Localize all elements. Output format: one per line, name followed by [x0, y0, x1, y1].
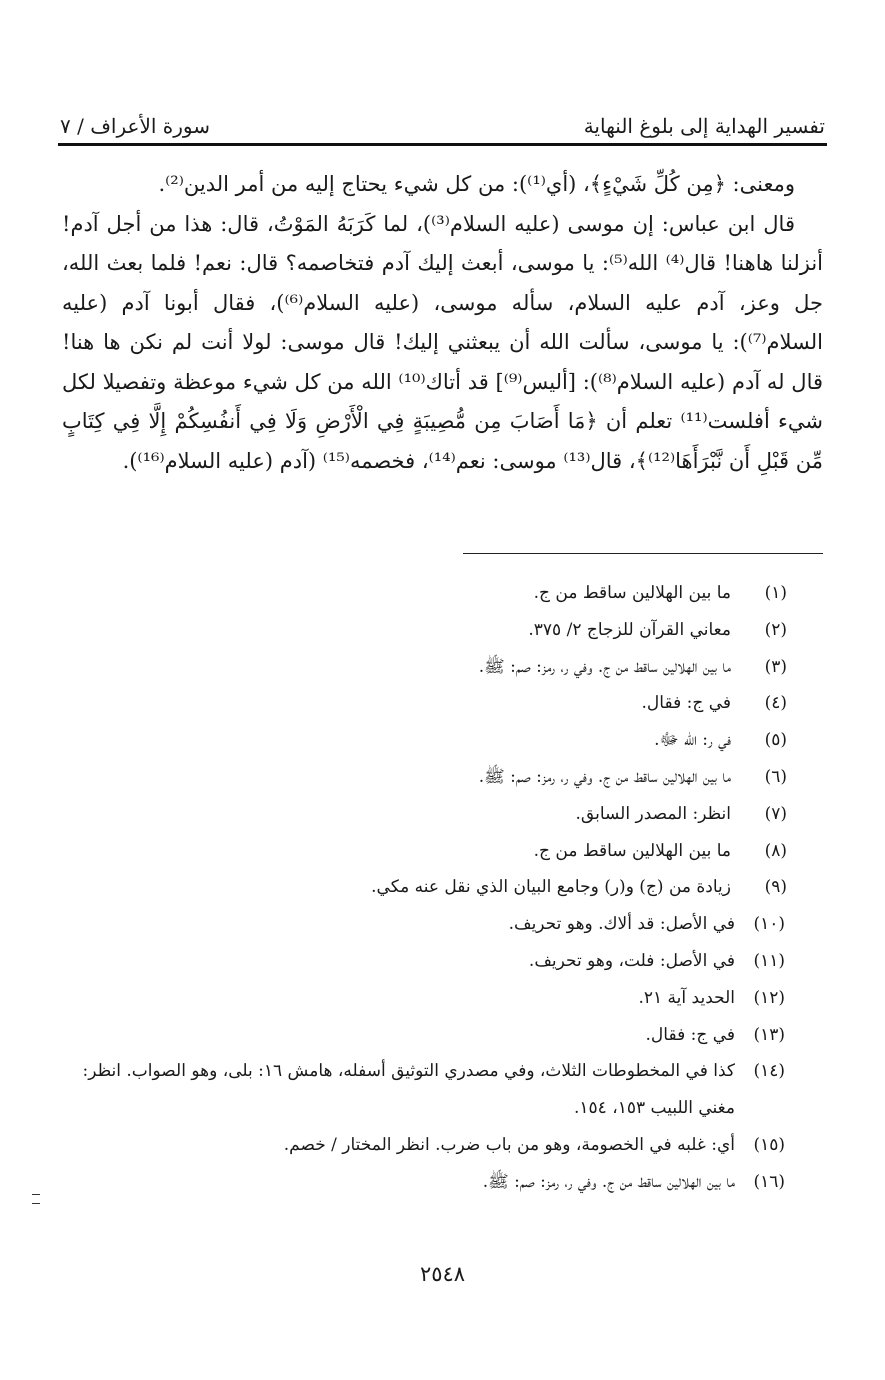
footnote-item: [62, 685, 823, 722]
footnote-number: (١٠): [753, 914, 785, 935]
footnote-item: [62, 612, 823, 649]
footnote-text: زيادة من (ج) و(ر) وجامع البيان الذي نقل عنه مكي.: [371, 877, 731, 898]
footnote-number: (١): [764, 583, 787, 603]
footnote-number: (٥): [764, 730, 787, 751]
footnote-text: في ج: فقال.: [641, 693, 731, 714]
footnote-text: معاني القرآن للزجاج ٢/ ٣٧٥.: [528, 619, 731, 640]
footnote-item: [62, 759, 823, 796]
footnote-item: [62, 943, 823, 980]
footnote-separator: [463, 553, 823, 554]
footnote-number: (١٢): [753, 987, 785, 1008]
footnote-item: [62, 980, 823, 1017]
footnote-text: في ج: فقال.: [645, 1024, 735, 1045]
footnote-item: [62, 575, 823, 612]
footnote-item: [62, 1017, 823, 1054]
footnotes: [62, 575, 823, 1201]
footnote-text: كذا في المخطوطات الثلاث، وفي مصدري التوثيق أسفله، هامش ١٦: بلى، وهو الصواب. انظر: مغني اللبيب ١٥٣، ١٥٤.: [82, 1061, 735, 1119]
footnote-item: [62, 796, 823, 833]
footnote-number: (٩): [764, 877, 787, 898]
footnote-item: [62, 869, 823, 906]
paragraph: ومعنى: ﴿مِن كُلِّ شَيْءٍ﴾، (أي⁽¹⁾): من كل شيء يحتاج إليه من أمر الدين⁽²⁾.: [158, 172, 795, 196]
footnote-text: الحديد آية ٢١.: [638, 987, 735, 1008]
footnote-text: انظر: المصدر السابق.: [575, 803, 731, 824]
footnote-text: ما بين الهلالين ساقط من ج. وفي ر، رمز: صم: ﷺ.: [482, 1171, 735, 1192]
footnote-number: (٤): [764, 693, 787, 714]
footnote-number: (١٥): [753, 1134, 785, 1155]
paragraph: قال ابن عباس: إن موسى (عليه السلام⁽³⁾)، لما كَرَبَهُ المَوْتُ، قال: هذا من أجل آدم! أنزلنا هاهنا! قال⁽⁴⁾ الله⁽⁵⁾: يا موسى، أبعث إليك آدم فتخاصمه؟ قال: نعم! فلما بعث الله، جل وعز، آدم عليه السلام، سأله موسى، (عليه السلام⁽⁶⁾)، فقال أبونا آدم (عليه السلام⁽⁷⁾): يا موسى، سألت الله أن يبعثني إليك! قال موسى: لولا أنت لم نكن ها هنا! قال له آدم (عليه السلام⁽⁸⁾): [أليس⁽⁹⁾] قد أتاك⁽¹⁰⁾ الله من كل شيء موعظة وتفصيلا لكل شيء أفلست⁽¹¹⁾ تعلم أن ﴿مَا أَصَابَ مِن مُّصِيبَةٍ فِي الْأَرْضِ وَلَا فِي أَنفُسِكُمْ إِلَّا فِي كِتَابٍ مِّن قَبْلِ أَن نَّبْرَأَهَا⁽¹²⁾﴾، قال⁽¹³⁾ موسى: نعم⁽¹⁴⁾، فخصمه⁽¹⁵⁾ (آدم (عليه السلام⁽¹⁶⁾).: [62, 211, 824, 473]
footnote-number: (٢): [764, 619, 787, 640]
book-title: تفسير الهداية إلى بلوغ النهاية: [583, 114, 825, 138]
footnote-number: (١٣): [753, 1024, 785, 1045]
footnote-item: [62, 833, 823, 870]
footnote-item: [62, 1127, 823, 1164]
footnote-item: [62, 1053, 823, 1127]
running-header: [60, 100, 825, 140]
footnote-text: ما بين الهلالين ساقط من ج.: [533, 583, 731, 603]
footnote-text: ما بين الهلالين ساقط من ج.: [533, 840, 731, 861]
footnote-text: ما بين الهلالين ساقط من ج. وفي ر، رمز: صم: ﷺ.: [478, 766, 731, 787]
margin-mark: [32, 1194, 40, 1204]
main-text: [62, 165, 823, 481]
footnote-text: ما بين الهلالين ساقط من ج. وفي ر، رمز: صم: ﷺ.: [478, 656, 731, 677]
surah-page-label: سورة الأعراف / ٧: [60, 114, 211, 138]
footnote-item: [62, 1164, 823, 1201]
footnote-item: [62, 906, 823, 943]
footnote-item: [62, 649, 823, 686]
footnote-text: في الأصل: قد ألاك. وهو تحريف.: [508, 914, 735, 935]
footnote-number: (٣): [764, 656, 787, 677]
header-rule: [58, 143, 827, 146]
page-number: ٢٥٤٨: [419, 1262, 466, 1286]
footnote-number: (٦): [764, 766, 787, 787]
footnote-number: (١٦): [753, 1171, 785, 1192]
footnote-number: (١٤): [753, 1061, 785, 1082]
footnote-number: (٧): [764, 803, 787, 824]
footnote-number: (٨): [764, 840, 787, 861]
footnote-text: في الأصل: فلت، وهو تحريف.: [528, 950, 735, 971]
footnote-item: [62, 722, 823, 759]
footnote-text: أي: غلبه في الخصومة، وهو من باب ضرب. انظر المختار / خصم.: [283, 1134, 735, 1155]
footnote-number: (١١): [753, 950, 785, 971]
footnote-text: في ر: الله ﷻ.: [654, 730, 731, 751]
